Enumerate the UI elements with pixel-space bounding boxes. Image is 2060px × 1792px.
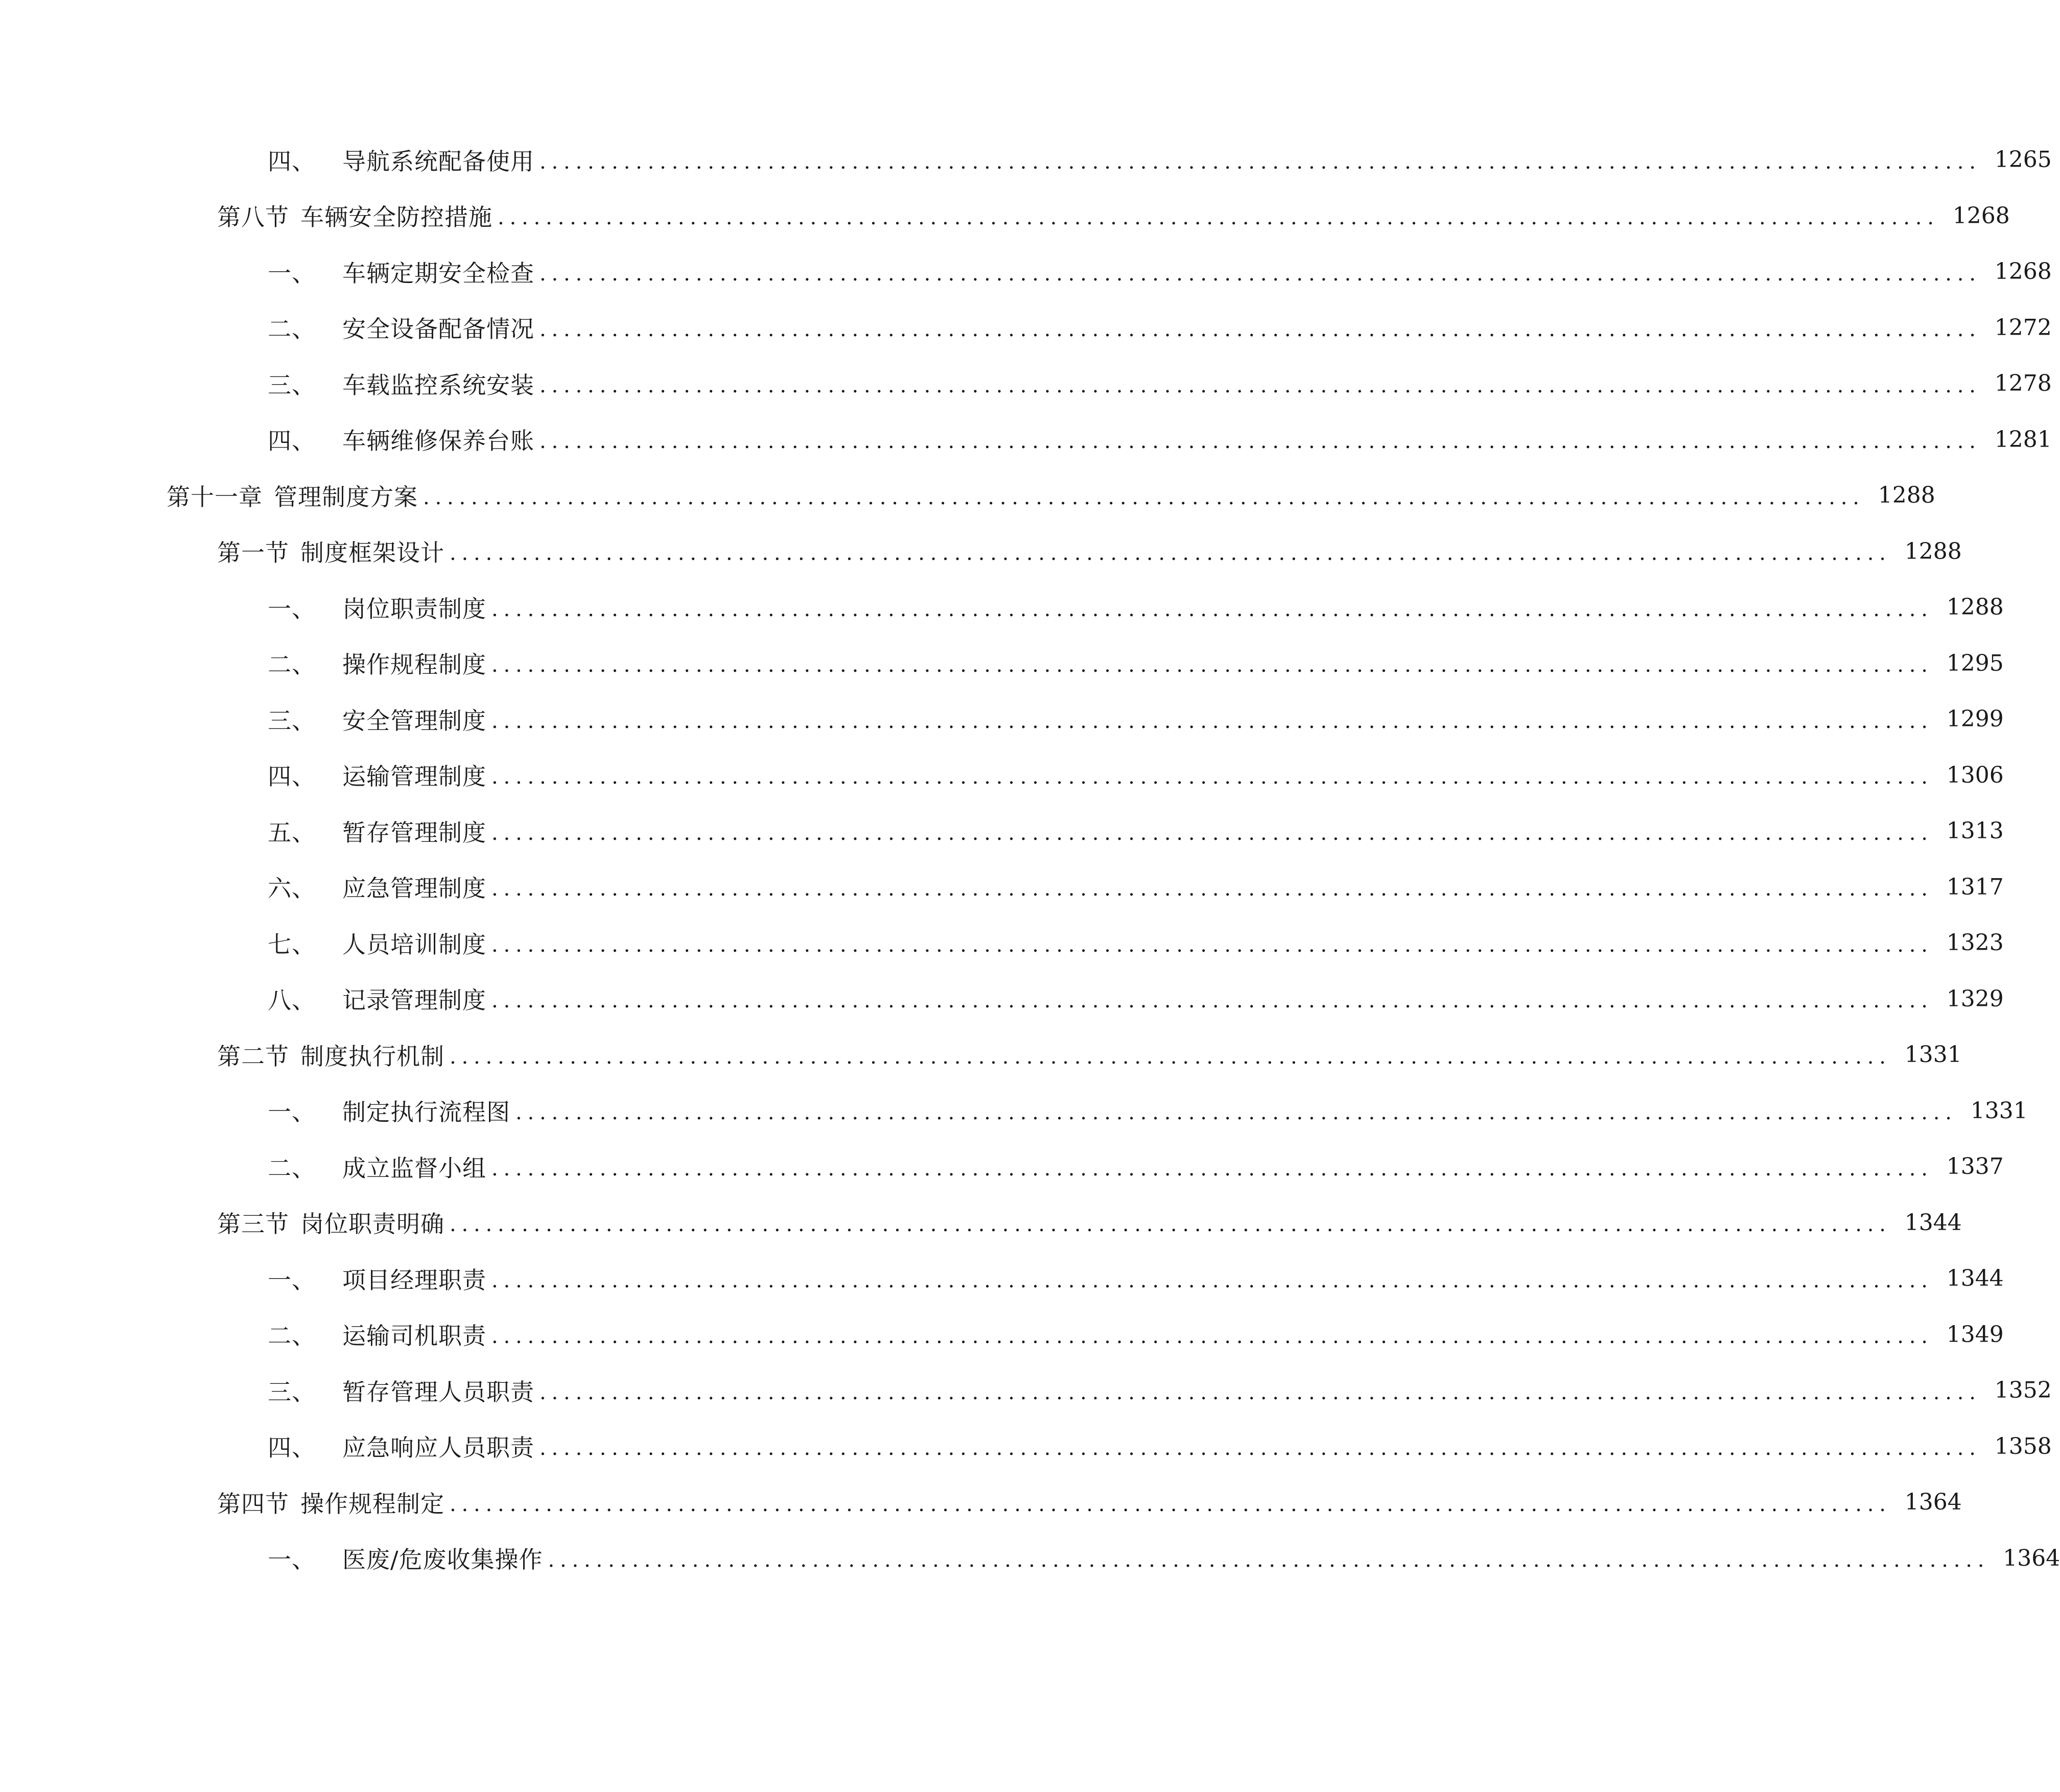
toc-entry-text [268, 143, 534, 177]
toc-entry-number: 一、 [268, 1266, 316, 1294]
toc-entry-number: 第八节 [217, 203, 289, 231]
toc-entry-text [217, 1206, 444, 1239]
table-of-contents [0, 132, 2060, 1586]
toc-entry[interactable] [0, 915, 2004, 971]
toc-entry[interactable] [0, 1419, 2052, 1475]
toc-entry[interactable] [0, 691, 2004, 747]
toc-dot-leader: ........................................................................................................................ [491, 1268, 1933, 1292]
toc-dot-leader: ........................................................................................................................ [491, 821, 1933, 845]
toc-dot-leader: ........................................................................................................................ [540, 373, 1981, 397]
toc-page-number: 1331 [1904, 1042, 1962, 1068]
toc-dot-leader: ........................................................................................................................ [450, 1492, 1891, 1516]
toc-entry[interactable] [0, 1251, 2004, 1307]
toc-entry-title: 医废/危废收集操作 [342, 1546, 543, 1574]
toc-dot-leader: ........................................................................................................................ [516, 1101, 1957, 1125]
toc-dot-leader: ........................................................................................................................ [450, 1045, 1891, 1069]
toc-entry-text [268, 1262, 486, 1295]
toc-page-number: 1268 [1994, 258, 2052, 285]
toc-entry-text [268, 702, 486, 736]
toc-dot-leader: ........................................................................................................................ [540, 150, 1981, 174]
toc-entry[interactable] [0, 188, 2010, 244]
toc-page-number: 1288 [1904, 538, 1962, 564]
toc-page-number: 1299 [1946, 706, 2004, 733]
toc-entry-number: 一、 [268, 595, 316, 623]
toc-entry-title: 安全设备配备情况 [342, 315, 534, 343]
toc-entry-number: 第二节 [217, 1042, 289, 1070]
toc-dot-leader: ........................................................................................................................ [491, 1157, 1933, 1181]
toc-page-number: 1329 [1946, 985, 2004, 1012]
toc-entry-title: 制定执行流程图 [342, 1098, 510, 1126]
toc-entry[interactable] [0, 971, 2004, 1027]
toc-dot-leader: ........................................................................................................................ [491, 597, 1933, 621]
toc-entry-text [268, 814, 486, 848]
toc-dot-leader: ........................................................................................................................ [450, 1213, 1891, 1237]
toc-entry-text [268, 1374, 534, 1407]
toc-dot-leader: ........................................................................................................................ [491, 989, 1933, 1013]
toc-entry-text [268, 1094, 510, 1127]
toc-page-number: 1265 [1994, 147, 2052, 173]
toc-entry-number: 三、 [268, 371, 316, 399]
toc-entry-number: 四、 [268, 1434, 316, 1462]
toc-dot-leader: ........................................................................................................................ [491, 1325, 1933, 1349]
toc-entry[interactable] [0, 244, 2052, 300]
toc-entry[interactable] [0, 859, 2004, 915]
toc-entry[interactable] [0, 803, 2004, 859]
toc-entry-text [268, 982, 486, 1016]
toc-entry-number: 七、 [268, 930, 316, 958]
toc-dot-leader: ........................................................................................................................ [540, 262, 1981, 286]
toc-dot-leader: ........................................................................................................................ [491, 653, 1933, 677]
toc-entry-number: 一、 [268, 259, 316, 287]
toc-entry-text [217, 1038, 444, 1072]
toc-entry-number: 第四节 [217, 1490, 289, 1518]
toc-entry-title: 项目经理职责 [342, 1266, 486, 1294]
toc-entry-text [268, 1541, 543, 1575]
toc-entry[interactable] [0, 524, 1962, 580]
toc-entry-number: 二、 [268, 315, 316, 343]
toc-entry-title: 运输管理制度 [342, 763, 486, 791]
toc-entry-number: 三、 [268, 1378, 316, 1406]
toc-entry[interactable] [0, 1027, 1962, 1083]
toc-entry[interactable] [0, 579, 2004, 635]
toc-entry-number: 一、 [268, 1546, 316, 1574]
toc-page-number: 1288 [1946, 594, 2004, 621]
toc-entry[interactable] [0, 467, 1935, 524]
toc-entry-text [268, 758, 486, 792]
toc-entry-number: 四、 [268, 763, 316, 791]
toc-page-number: 1352 [1994, 1377, 2052, 1404]
toc-entry-text [268, 926, 486, 960]
toc-entry-text [268, 646, 486, 680]
toc-entry-title: 应急响应人员职责 [342, 1434, 534, 1462]
toc-entry-title: 岗位职责制度 [342, 595, 486, 623]
toc-entry[interactable] [0, 1307, 2004, 1363]
toc-entry-number: 五、 [268, 818, 316, 846]
toc-entry[interactable] [0, 1362, 2052, 1419]
toc-dot-leader: ........................................................................................................................ [540, 318, 1981, 342]
toc-entry-text [268, 870, 486, 904]
toc-page-number: 1306 [1946, 762, 2004, 788]
toc-entry-number: 第三节 [217, 1210, 289, 1238]
toc-entry[interactable] [0, 1083, 2028, 1139]
toc-page-number: 1272 [1994, 314, 2052, 341]
toc-entry-number: 第一节 [217, 539, 289, 567]
toc-entry-title: 暂存管理制度 [342, 818, 486, 846]
toc-page-number: 1364 [1904, 1489, 1962, 1516]
toc-entry-title: 制度框架设计 [300, 539, 444, 567]
toc-entry-number: 一、 [268, 1098, 316, 1126]
toc-entry-text [268, 1317, 486, 1351]
toc-entry-title: 运输司机职责 [342, 1322, 486, 1350]
toc-entry-title: 岗位职责明确 [300, 1210, 444, 1238]
toc-page-number: 1268 [1952, 202, 2010, 229]
toc-page-number: 1281 [1994, 426, 2052, 453]
toc-entry-text [268, 1150, 486, 1184]
toc-page-number: 1323 [1946, 930, 2004, 956]
toc-page-number: 1344 [1904, 1209, 1962, 1236]
toc-page-number: 1358 [1994, 1433, 2052, 1459]
toc-entry[interactable] [0, 1195, 1962, 1251]
toc-dot-leader: ........................................................................................................................ [548, 1548, 1990, 1572]
toc-dot-leader: ........................................................................................................................ [491, 709, 1933, 733]
toc-entry-title: 制度执行机制 [300, 1042, 444, 1070]
toc-entry-number: 四、 [268, 427, 316, 455]
toc-page-number: 1278 [1994, 370, 2052, 397]
toc-dot-leader: ........................................................................................................................ [450, 541, 1891, 565]
toc-dot-leader: ........................................................................................................................ [423, 485, 1865, 509]
toc-entry-number: 二、 [268, 1322, 316, 1350]
toc-entry[interactable] [0, 747, 2004, 804]
toc-entry[interactable] [0, 300, 2052, 356]
toc-entry[interactable] [0, 1474, 1962, 1530]
toc-entry-title: 导航系统配备使用 [342, 147, 534, 175]
toc-page-number: 1331 [1970, 1097, 2028, 1124]
toc-entry[interactable] [0, 1139, 2004, 1195]
toc-page-number: 1364 [2003, 1545, 2060, 1571]
toc-entry[interactable] [0, 635, 2004, 692]
toc-entry-number: 六、 [268, 875, 316, 903]
toc-dot-leader: ........................................................................................................................ [498, 206, 1939, 230]
toc-entry[interactable] [0, 132, 2052, 188]
toc-entry-text [268, 591, 486, 624]
toc-entry-title: 操作规程制度 [342, 651, 486, 679]
toc-dot-leader: ........................................................................................................................ [540, 1380, 1981, 1404]
toc-entry-title: 车辆安全防控措施 [300, 203, 493, 231]
toc-page-number: 1288 [1878, 482, 1935, 509]
toc-entry-number: 八、 [268, 986, 316, 1015]
toc-page-number: 1344 [1946, 1265, 2004, 1292]
toc-dot-leader: ........................................................................................................................ [540, 1436, 1981, 1460]
toc-entry-title: 车辆维修保养台账 [342, 427, 534, 455]
toc-dot-leader: ........................................................................................................................ [491, 765, 1933, 789]
toc-entry-number: 二、 [268, 651, 316, 679]
toc-dot-leader: ........................................................................................................................ [540, 430, 1981, 454]
toc-entry-title: 车辆定期安全检查 [342, 259, 534, 287]
toc-entry-title: 成立监督小组 [342, 1154, 486, 1182]
toc-entry-number: 四、 [268, 147, 316, 175]
toc-entry-title: 记录管理制度 [342, 986, 486, 1015]
toc-entry-text [217, 1486, 444, 1519]
toc-page-number: 1349 [1946, 1321, 2004, 1348]
toc-entry-text [217, 534, 444, 568]
toc-entry-title: 人员培训制度 [342, 930, 486, 958]
toc-dot-leader: ........................................................................................................................ [491, 933, 1933, 957]
toc-entry-title: 安全管理制度 [342, 706, 486, 735]
toc-entry[interactable] [0, 356, 2052, 412]
toc-dot-leader: ........................................................................................................................ [491, 877, 1933, 901]
toc-entry-title: 车载监控系统安装 [342, 371, 534, 399]
toc-entry-title: 暂存管理人员职责 [342, 1378, 534, 1406]
toc-entry-text [268, 1429, 534, 1463]
toc-entry-number: 第十一章 [167, 483, 263, 511]
toc-entry[interactable] [0, 1530, 2060, 1587]
toc-entry-title: 管理制度方案 [274, 483, 418, 511]
toc-entry[interactable] [0, 412, 2052, 468]
toc-entry-text [217, 199, 493, 232]
toc-entry-title: 应急管理制度 [342, 875, 486, 903]
toc-entry-text [268, 422, 534, 456]
toc-page-number: 1295 [1946, 650, 2004, 676]
toc-page-number: 1317 [1946, 874, 2004, 900]
toc-entry-title: 操作规程制定 [300, 1490, 444, 1518]
toc-entry-text [268, 255, 534, 289]
toc-page-number: 1337 [1946, 1153, 2004, 1180]
toc-entry-text [268, 311, 534, 344]
toc-entry-text [268, 367, 534, 400]
toc-entry-number: 三、 [268, 706, 316, 735]
toc-entry-number: 二、 [268, 1154, 316, 1182]
toc-entry-text [167, 479, 418, 512]
toc-page-number: 1313 [1946, 818, 2004, 844]
